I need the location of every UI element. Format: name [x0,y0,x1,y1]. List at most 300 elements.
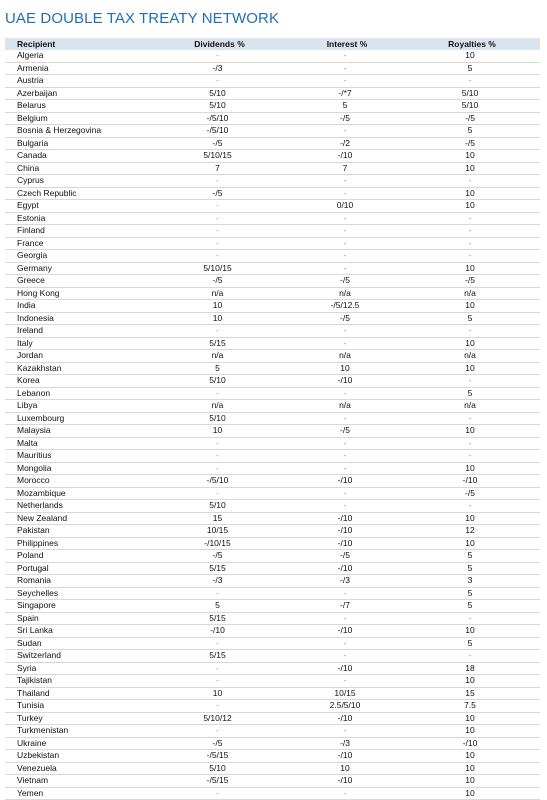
royalties-cell: - [400,250,540,263]
royalties-cell: n/a [400,400,540,413]
royalties-cell: 10 [400,262,540,275]
recipient-cell: Sri Lanka [5,625,145,638]
royalties-cell: 10 [400,425,540,438]
recipient-cell: Morocco [5,475,145,488]
table-row [5,462,540,475]
recipient-cell: Korea [5,375,145,388]
table-row [5,725,540,738]
recipient-cell: Seychelles [5,587,145,600]
interest-cell: -/5 [290,312,400,325]
table-row [5,475,540,488]
table-row [5,550,540,563]
interest-cell: -/7 [290,600,400,613]
table-row [5,375,540,388]
dividends-cell: 5/15 [145,650,290,663]
dividends-cell: 5 [145,600,290,613]
interest-cell: - [290,237,400,250]
interest-cell: -/2 [290,137,400,150]
interest-cell: - [290,675,400,688]
table-row [5,700,540,713]
royalties-cell: n/a [400,287,540,300]
table-row [5,537,540,550]
royalties-cell: -/10 [400,737,540,750]
interest-cell: - [290,450,400,463]
header-recipient: Recipient [5,38,145,50]
table-row [5,675,540,688]
dividends-cell: n/a [145,350,290,363]
recipient-cell: Libya [5,400,145,413]
dividends-cell: -/5/15 [145,775,290,788]
dividends-cell: -/5/10 [145,475,290,488]
dividends-cell: 5/10 [145,87,290,100]
recipient-cell: Spain [5,612,145,625]
interest-cell: - [290,437,400,450]
interest-cell: - [290,650,400,663]
dividends-cell: 10 [145,300,290,313]
recipient-cell: Kazakhstan [5,362,145,375]
table-row [5,87,540,100]
table-row [5,500,540,513]
dividends-cell: 10 [145,687,290,700]
royalties-cell: - [400,225,540,238]
royalties-cell: - [400,325,540,338]
recipient-cell: Indonesia [5,312,145,325]
table-row [5,612,540,625]
royalties-cell: - [400,75,540,88]
royalties-cell: 10 [400,337,540,350]
royalties-cell: 10 [400,750,540,763]
dividends-cell: - [145,437,290,450]
interest-cell: - [290,225,400,238]
interest-cell: -/10 [290,775,400,788]
dividends-cell: -/10/15 [145,537,290,550]
interest-cell: - [290,612,400,625]
table-row [5,362,540,375]
dividends-cell: - [145,250,290,263]
interest-cell: -/10 [290,525,400,538]
dividends-cell: 5/10/12 [145,712,290,725]
interest-cell: - [290,62,400,75]
table-row [5,350,540,363]
dividends-cell: -/5 [145,137,290,150]
dividends-cell: -/3 [145,62,290,75]
royalties-cell: -/5 [400,137,540,150]
table-row [5,212,540,225]
royalties-cell: 7.5 [400,700,540,713]
table-row [5,637,540,650]
table-row [5,512,540,525]
recipient-cell: France [5,237,145,250]
royalties-cell: 5 [400,387,540,400]
royalties-cell: 15 [400,687,540,700]
royalties-cell: 10 [400,362,540,375]
recipient-cell: Portugal [5,562,145,575]
interest-cell: -/10 [290,562,400,575]
interest-cell: -/5 [290,425,400,438]
table-row [5,75,540,88]
royalties-cell: 10 [400,462,540,475]
interest-cell: 10/15 [290,687,400,700]
royalties-cell: 10 [400,187,540,200]
royalties-cell: 10 [400,675,540,688]
header-row [5,38,540,50]
table-row [5,662,540,675]
dividends-cell: 7 [145,162,290,175]
royalties-cell: 5 [400,62,540,75]
royalties-cell: 10 [400,150,540,163]
recipient-cell: Ireland [5,325,145,338]
dividends-cell: 15 [145,512,290,525]
table-row [5,237,540,250]
recipient-cell: Switzerland [5,650,145,663]
recipient-cell: Germany [5,262,145,275]
recipient-cell: Mauritius [5,450,145,463]
dividends-cell: - [145,175,290,188]
table-row [5,412,540,425]
dividends-cell: - [145,587,290,600]
recipient-cell: Greece [5,275,145,288]
dividends-cell: 5/10 [145,762,290,775]
table-row [5,787,540,800]
dividends-cell: -/5/10 [145,125,290,138]
dividends-cell: - [145,675,290,688]
table-row [5,425,540,438]
interest-cell: - [290,462,400,475]
royalties-cell: 5 [400,600,540,613]
dividends-cell: - [145,450,290,463]
interest-cell: -/*7 [290,87,400,100]
table-row [5,437,540,450]
interest-cell: 2.5/5/10 [290,700,400,713]
interest-cell: - [290,75,400,88]
royalties-cell: 10 [400,300,540,313]
royalties-cell: n/a [400,350,540,363]
page-title: UAE DOUBLE TAX TREATY NETWORK [5,10,280,27]
table-row [5,312,540,325]
recipient-cell: Malaysia [5,425,145,438]
interest-cell: -/10 [290,475,400,488]
royalties-cell: - [400,500,540,513]
table-row [5,175,540,188]
table-row [5,600,540,613]
interest-cell: - [290,50,400,62]
recipient-cell: Finland [5,225,145,238]
royalties-cell: 10 [400,625,540,638]
royalties-cell: - [400,237,540,250]
recipient-cell: Hong Kong [5,287,145,300]
recipient-cell: Italy [5,337,145,350]
dividends-cell: 5/10 [145,375,290,388]
dividends-cell: -/5/10 [145,112,290,125]
dividends-cell: 5/10/15 [145,150,290,163]
interest-cell: -/10 [290,662,400,675]
dividends-cell: 10 [145,312,290,325]
recipient-cell: Pakistan [5,525,145,538]
interest-cell: - [290,487,400,500]
dividends-cell: 5/15 [145,562,290,575]
recipient-cell: Jordan [5,350,145,363]
recipient-cell: Mozambique [5,487,145,500]
royalties-cell: 10 [400,762,540,775]
interest-cell: n/a [290,400,400,413]
table-row [5,50,540,62]
recipient-cell: Algeria [5,50,145,62]
royalties-cell: - [400,412,540,425]
dividends-cell: 5 [145,362,290,375]
recipient-cell: Netherlands [5,500,145,513]
recipient-cell: Austria [5,75,145,88]
interest-cell: -/3 [290,575,400,588]
recipient-cell: Georgia [5,250,145,263]
recipient-cell: Syria [5,662,145,675]
royalties-cell: - [400,375,540,388]
interest-cell: - [290,500,400,513]
table-row [5,750,540,763]
royalties-cell: - [400,450,540,463]
recipient-cell: Bosnia & Herzegovina [5,125,145,138]
recipient-cell: Romania [5,575,145,588]
header-dividends: Dividends % [145,38,290,50]
royalties-cell: 3 [400,575,540,588]
table-row [5,450,540,463]
interest-cell: - [290,250,400,263]
header-interest: Interest % [290,38,400,50]
interest-cell: -/10 [290,750,400,763]
table-row [5,200,540,213]
header-royalties: Royalties % [400,38,540,50]
dividends-cell: -/5 [145,737,290,750]
table-header [5,38,540,50]
royalties-cell: 10 [400,512,540,525]
table-row [5,150,540,163]
royalties-cell: 10 [400,787,540,800]
recipient-cell: Tunisia [5,700,145,713]
dividends-cell: 5/10 [145,500,290,513]
table-row [5,262,540,275]
dividends-cell: - [145,50,290,62]
dividends-cell: - [145,200,290,213]
recipient-cell: Turkey [5,712,145,725]
interest-cell: -/10 [290,712,400,725]
table-row [5,325,540,338]
recipient-cell: Malta [5,437,145,450]
interest-cell: - [290,125,400,138]
recipient-cell: Venezuela [5,762,145,775]
dividends-cell: - [145,387,290,400]
table-row [5,525,540,538]
table-row [5,187,540,200]
table-row [5,100,540,113]
royalties-cell: -/5 [400,275,540,288]
recipient-cell: Philippines [5,537,145,550]
interest-cell: -/10 [290,537,400,550]
dividends-cell: -/5/15 [145,750,290,763]
interest-cell: - [290,325,400,338]
interest-cell: -/5 [290,550,400,563]
royalties-cell: 5 [400,312,540,325]
dividends-cell: 5/15 [145,612,290,625]
interest-cell: -/10 [290,625,400,638]
interest-cell: n/a [290,350,400,363]
dividends-cell: - [145,700,290,713]
royalties-cell: - [400,212,540,225]
recipient-cell: Sudan [5,637,145,650]
dividends-cell: 5/10/15 [145,262,290,275]
table-row [5,137,540,150]
interest-cell: -/5 [290,275,400,288]
table-row [5,400,540,413]
table-row [5,125,540,138]
recipient-cell: Singapore [5,600,145,613]
royalties-cell: 10 [400,200,540,213]
royalties-cell: 10 [400,712,540,725]
dividends-cell: -/5 [145,275,290,288]
recipient-cell: Azerbaijan [5,87,145,100]
royalties-cell: - [400,650,540,663]
dividends-cell: - [145,325,290,338]
royalties-cell: 5/10 [400,100,540,113]
table-row [5,737,540,750]
dividends-cell: - [145,787,290,800]
royalties-cell: 10 [400,162,540,175]
dividends-cell: - [145,662,290,675]
interest-cell: - [290,637,400,650]
royalties-cell: 10 [400,775,540,788]
royalties-cell: 5 [400,125,540,138]
recipient-cell: Yemen [5,787,145,800]
royalties-cell: -/10 [400,475,540,488]
royalties-cell: 10 [400,537,540,550]
table-row [5,650,540,663]
interest-cell: -/10 [290,512,400,525]
interest-cell: - [290,337,400,350]
dividends-cell: - [145,212,290,225]
recipient-cell: Egypt [5,200,145,213]
interest-cell: 10 [290,362,400,375]
recipient-cell: Lebanon [5,387,145,400]
table-row [5,387,540,400]
interest-cell: -/10 [290,150,400,163]
recipient-cell: Turkmenistan [5,725,145,738]
dividends-cell: 5/10 [145,412,290,425]
dividends-cell: 10/15 [145,525,290,538]
table-row [5,250,540,263]
dividends-cell: - [145,225,290,238]
interest-cell: -/5/12.5 [290,300,400,313]
table-row [5,275,540,288]
interest-cell: - [290,787,400,800]
recipient-cell: China [5,162,145,175]
recipient-cell: Luxembourg [5,412,145,425]
recipient-cell: Vietnam [5,775,145,788]
interest-cell: - [290,412,400,425]
recipient-cell: Ukraine [5,737,145,750]
dividends-cell: 10 [145,425,290,438]
table-row [5,287,540,300]
interest-cell: 7 [290,162,400,175]
dividends-cell: -/5 [145,187,290,200]
dividends-cell: - [145,237,290,250]
table-row [5,162,540,175]
interest-cell: -/5 [290,112,400,125]
dividends-cell: n/a [145,400,290,413]
interest-cell: -/3 [290,737,400,750]
recipient-cell: New Zealand [5,512,145,525]
table-row [5,337,540,350]
royalties-cell: 5 [400,587,540,600]
recipient-cell: Estonia [5,212,145,225]
interest-cell: - [290,262,400,275]
interest-cell: - [290,725,400,738]
table-row [5,575,540,588]
royalties-cell: 10 [400,725,540,738]
interest-cell: - [290,212,400,225]
recipient-cell: India [5,300,145,313]
dividends-cell: 5/10 [145,100,290,113]
recipient-cell: Armenia [5,62,145,75]
royalties-cell: 5 [400,562,540,575]
royalties-cell: -/5 [400,487,540,500]
interest-cell: 0/10 [290,200,400,213]
table-row [5,712,540,725]
recipient-cell: Bulgaria [5,137,145,150]
recipient-cell: Uzbekistan [5,750,145,763]
table-row [5,562,540,575]
royalties-cell: 18 [400,662,540,675]
table-body [5,50,540,800]
table-row [5,487,540,500]
recipient-cell: Mongolia [5,462,145,475]
table-row [5,225,540,238]
royalties-cell: 12 [400,525,540,538]
royalties-cell: 5 [400,550,540,563]
recipient-cell: Poland [5,550,145,563]
recipient-cell: Belgium [5,112,145,125]
table-row [5,112,540,125]
dividends-cell: - [145,637,290,650]
table-row [5,775,540,788]
interest-cell: 5 [290,100,400,113]
interest-cell: n/a [290,287,400,300]
dividends-cell: -/3 [145,575,290,588]
royalties-cell: - [400,175,540,188]
recipient-cell: Cyprus [5,175,145,188]
recipient-cell: Czech Republic [5,187,145,200]
dividends-cell: - [145,75,290,88]
recipient-cell: Tajikistan [5,675,145,688]
dividends-cell: -/5 [145,550,290,563]
dividends-cell: n/a [145,287,290,300]
table-row [5,300,540,313]
dividends-cell: - [145,462,290,475]
table-row [5,687,540,700]
interest-cell: - [290,175,400,188]
interest-cell: -/10 [290,375,400,388]
dividends-cell: 5/15 [145,337,290,350]
royalties-cell: - [400,612,540,625]
dividends-cell: -/10 [145,625,290,638]
royalties-cell: - [400,437,540,450]
interest-cell: - [290,187,400,200]
recipient-cell: Canada [5,150,145,163]
interest-cell: - [290,387,400,400]
table-row [5,587,540,600]
royalties-cell: 10 [400,50,540,62]
interest-cell: 10 [290,762,400,775]
table-row [5,762,540,775]
table-row [5,62,540,75]
table-row [5,625,540,638]
